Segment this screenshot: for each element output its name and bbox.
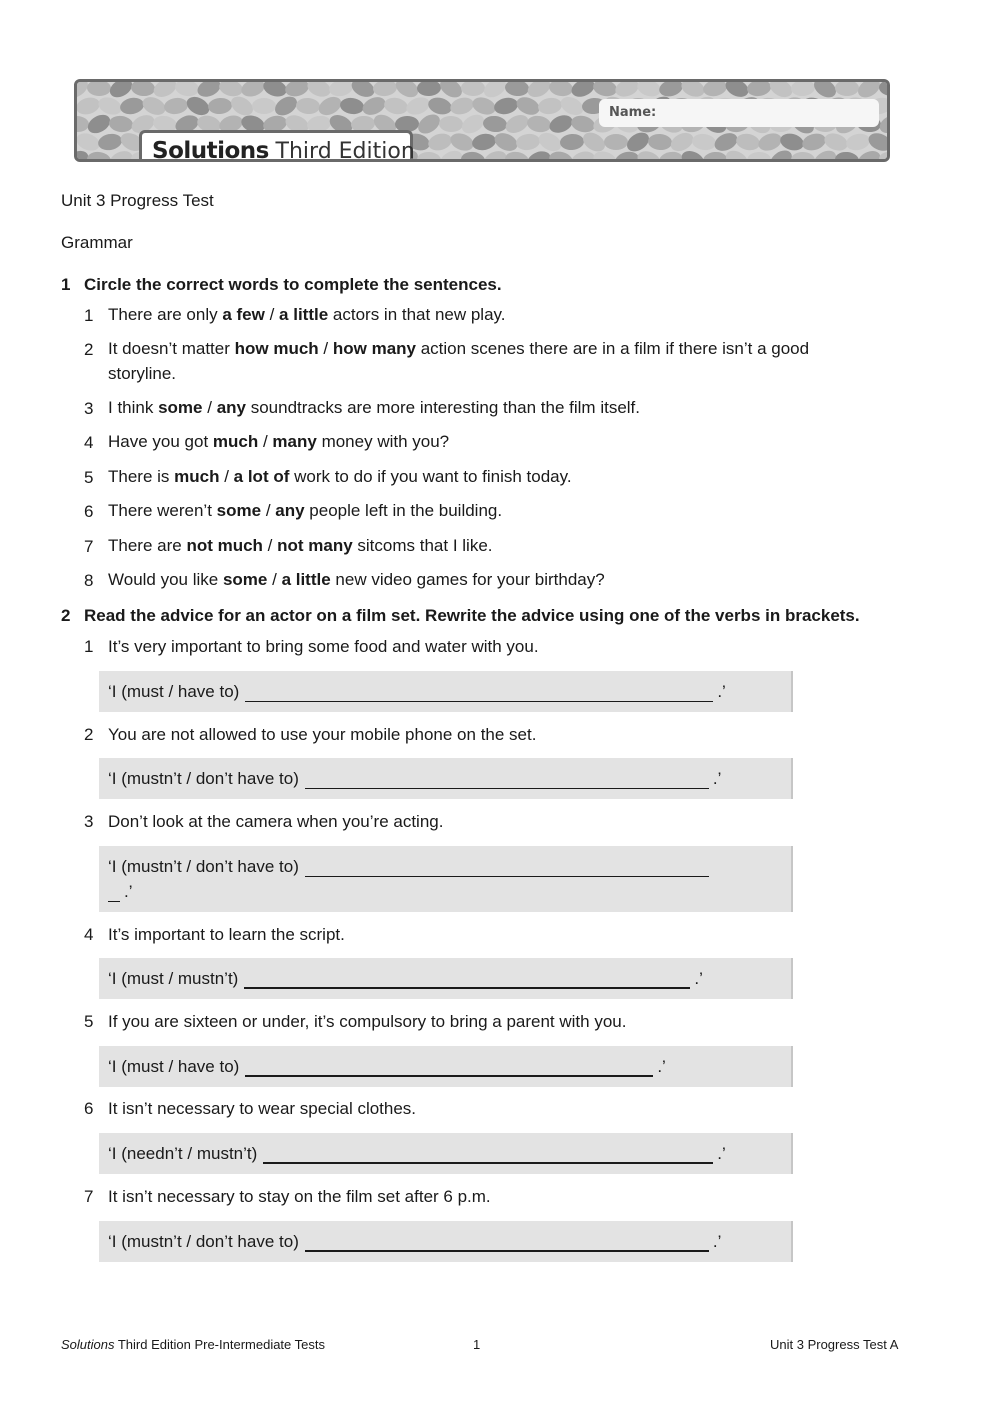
pattern-oval xyxy=(77,95,102,117)
answer-option[interactable]: much xyxy=(212,432,259,451)
pattern-oval xyxy=(888,94,890,118)
exercise2-sentence: You are not allowed to use your mobile phone on the set. xyxy=(108,725,537,744)
brand-bold: Solutions xyxy=(152,138,269,162)
answer-prompt: ‘I (needn’t / mustn’t) xyxy=(108,1144,258,1163)
pattern-oval xyxy=(97,132,124,152)
item-number: 3 xyxy=(84,399,94,418)
exercise1-sentence xyxy=(108,336,809,386)
answer-end: .’ xyxy=(717,1144,726,1163)
sentence-text: Have you got xyxy=(108,432,213,451)
sentence-text: / xyxy=(219,467,234,486)
pattern-oval xyxy=(207,97,232,115)
pattern-oval xyxy=(647,133,672,151)
pattern-oval xyxy=(426,131,453,153)
answer-blank[interactable] xyxy=(305,1232,709,1252)
item-number: 2 xyxy=(84,340,94,359)
answer-blank[interactable] xyxy=(305,858,709,877)
pattern-oval xyxy=(295,97,320,115)
answer-row-continued xyxy=(108,882,133,902)
pattern-oval xyxy=(482,115,508,133)
pattern-oval xyxy=(140,94,169,119)
pattern-oval xyxy=(569,82,597,100)
brand-rest: Third Edition xyxy=(275,139,415,162)
unit-title: Unit 3 Progress Test xyxy=(61,191,214,210)
pattern-oval xyxy=(866,130,890,154)
sentence-text: people left in the building. xyxy=(304,501,503,520)
pattern-oval xyxy=(800,131,828,153)
pattern-oval xyxy=(85,111,114,137)
item-number: 5 xyxy=(84,468,94,487)
answer-option[interactable]: a lot of xyxy=(233,467,290,486)
exercise2-sentence: It isn’t necessary to stay on the film set after 6 p.m. xyxy=(108,1187,491,1206)
pattern-oval xyxy=(349,82,378,100)
exercise2-sentence: It’s very important to bring some food and water with you. xyxy=(108,637,539,656)
pattern-oval xyxy=(448,130,476,154)
answer-end: .’ xyxy=(124,882,133,901)
answer-row xyxy=(108,969,703,989)
pattern-oval xyxy=(558,93,587,118)
item-number: 6 xyxy=(84,1099,94,1118)
pattern-oval xyxy=(417,82,442,97)
answer-row xyxy=(108,857,709,877)
answer-end: .’ xyxy=(712,769,722,788)
pattern-oval xyxy=(548,82,574,98)
footer-right: Unit 3 Progress Test A xyxy=(770,1337,899,1352)
pattern-oval xyxy=(569,149,597,162)
answer-box xyxy=(99,1046,793,1087)
pattern-oval xyxy=(305,82,333,100)
pattern-oval xyxy=(328,82,355,98)
brand-title xyxy=(152,137,415,162)
answer-option[interactable]: a little xyxy=(281,570,331,589)
sentence-text: It doesn’t matter xyxy=(108,339,235,358)
answer-prompt: ‘I (mustn’t / don’t have to) xyxy=(108,769,299,788)
name-label: Name: xyxy=(609,105,657,120)
pattern-oval xyxy=(77,115,89,132)
answer-box xyxy=(99,671,793,712)
footer-left xyxy=(61,1337,325,1352)
pattern-oval xyxy=(174,82,200,98)
answer-prompt: ‘I (mustn’t / don’t have to) xyxy=(108,1232,299,1251)
item-number: 4 xyxy=(84,433,94,452)
answer-row xyxy=(108,769,721,789)
sentence-text: soundtracks are more interesting than the film itself. xyxy=(245,398,640,417)
pattern-oval xyxy=(492,130,521,155)
answer-prompt: ‘I (must / have to) xyxy=(108,682,240,701)
answer-end: .’ xyxy=(717,682,726,701)
answer-blank[interactable] xyxy=(263,1144,713,1164)
pattern-oval xyxy=(261,82,289,99)
pattern-oval xyxy=(439,116,464,133)
answer-prompt: ‘I (must / have to) xyxy=(108,1057,240,1076)
name-input[interactable] xyxy=(669,101,873,125)
answer-option[interactable]: some xyxy=(158,398,203,417)
answer-option[interactable]: some xyxy=(222,570,268,589)
answer-blank[interactable] xyxy=(245,1057,653,1077)
name-box xyxy=(599,99,879,127)
pattern-oval xyxy=(547,149,574,162)
exercise2-instruction: Read the advice for an actor on a film set. Rewrite the advice using one of the verbs in brackets. xyxy=(84,606,860,625)
pattern-oval xyxy=(756,130,784,154)
sentence-text: action scenes there are in a film if there isn’t a good xyxy=(415,339,810,358)
exercise2-sentence: It isn’t necessary to wear special clothes. xyxy=(108,1099,417,1118)
answer-box xyxy=(99,958,793,999)
pattern-oval xyxy=(746,82,772,98)
answer-prompt: ‘I (mustn’t / don’t have to) xyxy=(108,857,299,876)
sentence-text: / xyxy=(202,398,217,417)
pattern-oval xyxy=(151,82,180,101)
sentence-text: There weren’t xyxy=(108,501,217,520)
item-number: 7 xyxy=(84,1187,94,1206)
pattern-oval xyxy=(712,130,741,155)
pattern-oval xyxy=(835,82,859,96)
pattern-oval xyxy=(791,152,816,162)
answer-blank[interactable] xyxy=(305,770,709,789)
exercise2-sentence: It’s important to learn the script. xyxy=(108,925,345,944)
pattern-oval xyxy=(691,132,717,151)
pattern-oval xyxy=(470,94,498,117)
answer-option[interactable]: much xyxy=(174,467,220,486)
pattern-oval xyxy=(723,82,752,100)
item-number: 4 xyxy=(84,925,94,944)
pattern-oval xyxy=(702,151,728,162)
pattern-oval xyxy=(87,82,112,96)
pattern-oval xyxy=(515,132,541,151)
answer-end: .’ xyxy=(694,969,703,988)
exercise1-sentence xyxy=(108,429,449,454)
pattern-oval xyxy=(108,115,134,134)
pattern-oval xyxy=(163,96,189,115)
sentence-text: sitcoms that I like. xyxy=(352,536,493,555)
sentence-text: money with you? xyxy=(316,432,450,451)
answer-prompt: ‘I (must / mustn’t) xyxy=(108,969,239,988)
pattern-oval xyxy=(339,96,365,115)
item-number: 3 xyxy=(84,812,94,831)
pattern-oval xyxy=(86,150,112,162)
pattern-oval xyxy=(878,82,890,97)
pattern-oval xyxy=(504,150,531,162)
answer-box xyxy=(99,1133,793,1174)
item-number: 8 xyxy=(84,571,94,590)
pattern-oval xyxy=(96,94,124,118)
answer-box xyxy=(99,846,793,912)
exercise2-sentence: Don’t look at the camera when you’re acting. xyxy=(108,812,444,831)
exercise1-instruction: Circle the correct words to complete the sentences. xyxy=(84,275,502,294)
sentence-text: There is xyxy=(108,467,175,486)
answer-option[interactable]: some xyxy=(216,501,262,520)
pattern-oval xyxy=(668,129,697,155)
sentence-text: Would you like xyxy=(108,570,223,589)
exercise1-sentence xyxy=(108,498,502,523)
pattern-oval xyxy=(559,133,584,151)
brand-tab xyxy=(139,130,413,162)
sentence-text: / xyxy=(267,570,282,589)
pattern-oval xyxy=(658,150,684,162)
sentence-text: / xyxy=(318,339,333,358)
sentence-continuation: storyline. xyxy=(108,364,177,383)
sentence-text: actors in that new play. xyxy=(328,305,506,324)
item-number: 6 xyxy=(84,502,94,521)
pattern-oval xyxy=(383,96,410,117)
pattern-oval xyxy=(217,82,244,99)
pattern-oval xyxy=(514,94,542,118)
pattern-oval xyxy=(747,152,772,162)
pattern-oval xyxy=(635,82,663,99)
pattern-oval xyxy=(547,112,575,136)
pattern-oval xyxy=(537,96,563,116)
pattern-oval xyxy=(404,94,432,118)
section-title: Grammar xyxy=(61,233,133,252)
footer-brand: Solutions xyxy=(61,1337,115,1352)
sentence-text: new video games for your birthday? xyxy=(330,570,605,589)
page-number: 1 xyxy=(473,1337,481,1352)
answer-row xyxy=(108,1057,666,1077)
exercise1-sentence xyxy=(108,567,605,592)
sentence-text: I think xyxy=(108,398,159,417)
answer-row xyxy=(108,1232,721,1252)
exercise1-sentence xyxy=(108,533,493,558)
pattern-oval xyxy=(471,132,498,153)
answer-option[interactable]: any xyxy=(216,398,246,417)
answer-option[interactable]: a little xyxy=(279,305,329,324)
exercise1-sentence xyxy=(108,464,572,489)
sentence-text: / xyxy=(261,501,276,520)
pattern-oval xyxy=(613,82,641,100)
pattern-oval xyxy=(448,95,476,117)
item-number: 7 xyxy=(84,537,94,556)
pattern-oval xyxy=(252,98,276,114)
item-number: 2 xyxy=(84,725,94,744)
pattern-oval xyxy=(239,82,267,99)
sentence-text: There are xyxy=(108,536,187,555)
answer-blank[interactable] xyxy=(244,969,690,989)
pattern-oval xyxy=(613,149,640,162)
item-number: 5 xyxy=(84,1012,94,1031)
answer-box xyxy=(99,758,793,799)
pattern-oval xyxy=(834,151,860,162)
pattern-oval xyxy=(735,132,762,153)
pattern-oval xyxy=(822,130,850,153)
header-banner xyxy=(74,79,890,162)
pattern-oval xyxy=(316,93,345,119)
pattern-oval xyxy=(592,82,619,98)
sentence-text: There are only xyxy=(108,305,223,324)
answer-row xyxy=(108,1144,726,1164)
sentence-text: / xyxy=(258,432,273,451)
pattern-oval xyxy=(778,131,805,153)
exercise1-sentence xyxy=(108,395,640,420)
answer-option[interactable]: how many xyxy=(332,339,416,358)
footer-book: Third Edition Pre-Intermediate Tests xyxy=(114,1337,325,1352)
sentence-text: / xyxy=(264,305,280,324)
answer-option[interactable]: many xyxy=(272,432,317,451)
answer-row xyxy=(108,682,726,702)
item-number: 1 xyxy=(84,637,94,656)
pattern-oval xyxy=(283,82,310,99)
pattern-oval xyxy=(657,82,684,99)
answer-end: .’ xyxy=(712,1232,722,1251)
pattern-oval xyxy=(702,82,729,98)
pattern-oval xyxy=(604,134,628,150)
pattern-oval xyxy=(460,151,486,162)
pattern-oval xyxy=(119,96,146,117)
answer-end: .’ xyxy=(657,1057,666,1076)
pattern-oval xyxy=(417,151,442,162)
item-number: 1 xyxy=(84,306,94,325)
answer-option[interactable]: not many xyxy=(277,536,353,555)
pattern-oval xyxy=(426,95,453,117)
answer-option[interactable]: how much xyxy=(234,339,319,358)
pattern-oval xyxy=(503,111,532,136)
pattern-oval xyxy=(790,82,815,97)
pattern-oval xyxy=(845,132,872,153)
answer-box xyxy=(99,1221,793,1262)
pattern-oval xyxy=(493,96,520,117)
answer-option[interactable]: not much xyxy=(186,536,263,555)
exercise1-sentence xyxy=(108,302,506,327)
sentence-text: work to do if you want to finish today. xyxy=(289,467,572,486)
answer-option[interactable]: a few xyxy=(222,305,265,324)
pattern-oval xyxy=(461,82,485,96)
answer-blank[interactable] xyxy=(245,683,713,702)
pattern-oval xyxy=(504,82,529,97)
answer-option[interactable]: any xyxy=(275,501,305,520)
exercise2-number: 2 xyxy=(61,606,71,625)
sentence-text: / xyxy=(262,536,278,555)
pattern-oval xyxy=(889,132,890,152)
pattern-oval xyxy=(360,94,389,119)
pattern-oval xyxy=(569,113,596,134)
exercise2-sentence: If you are sixteen or under, it’s compulsory to bring a parent with you. xyxy=(108,1012,627,1031)
pattern-oval xyxy=(195,82,223,100)
pattern-oval xyxy=(679,82,707,100)
pattern-oval xyxy=(372,82,398,97)
pattern-oval xyxy=(130,82,156,97)
exercise1-number: 1 xyxy=(61,275,71,294)
answer-blank[interactable] xyxy=(108,883,120,902)
pattern-oval xyxy=(526,114,552,134)
